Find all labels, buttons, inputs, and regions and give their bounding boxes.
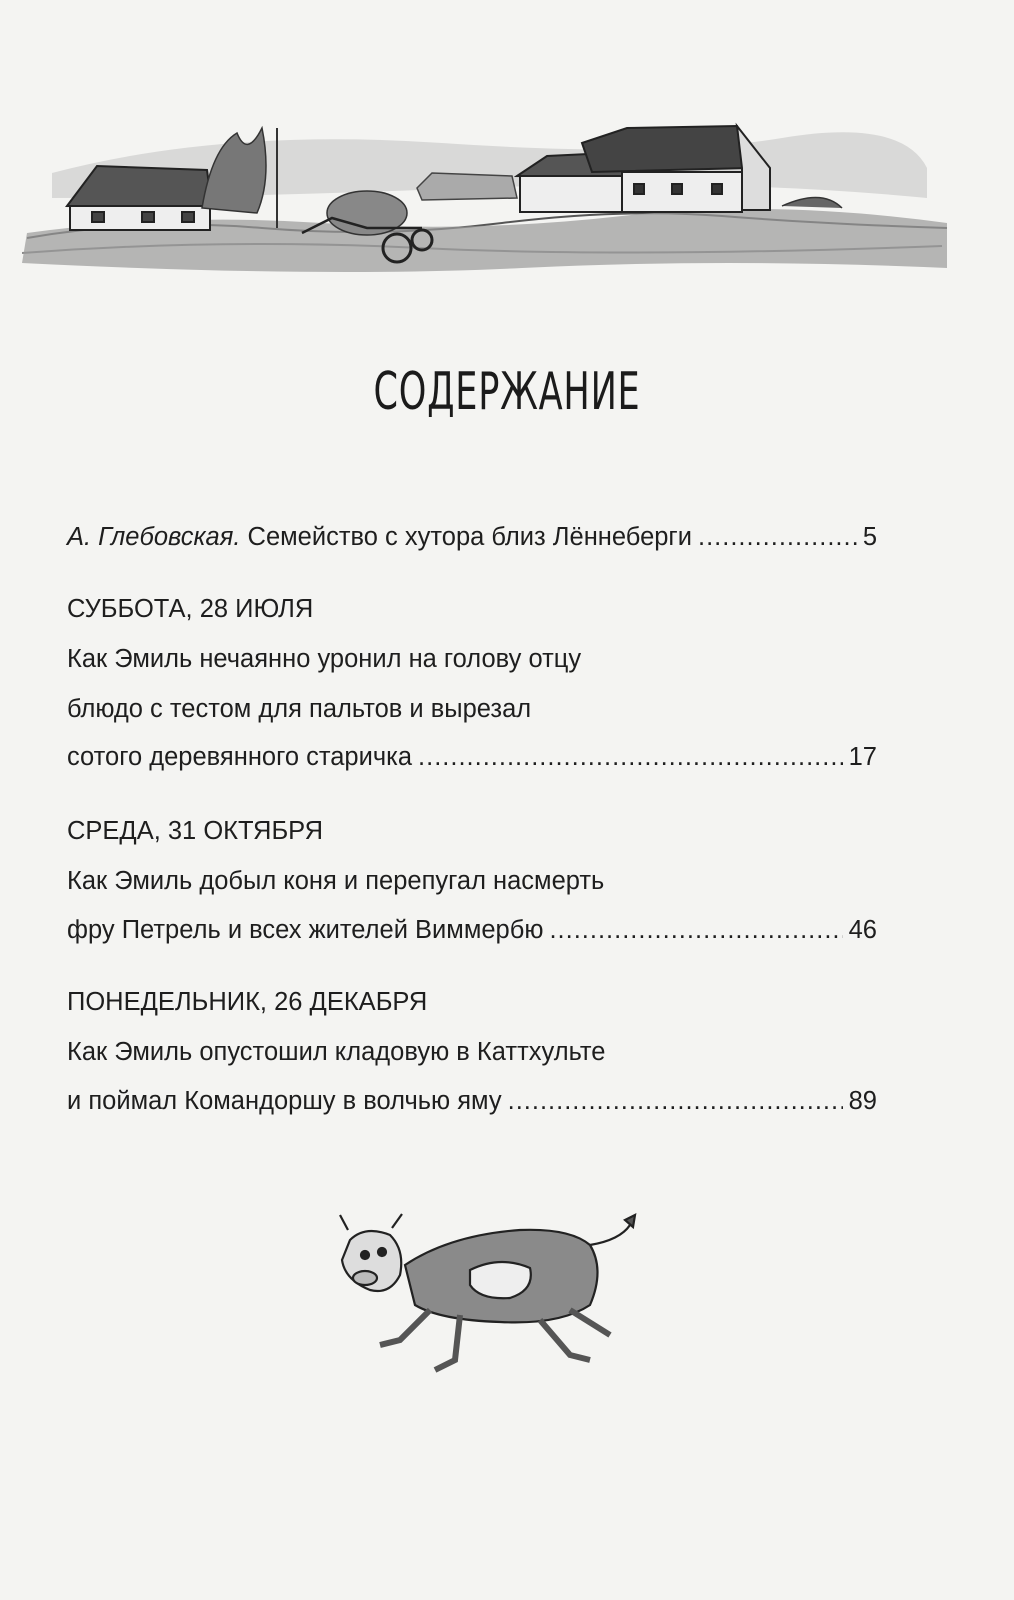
page-number: 46: [848, 916, 877, 944]
page-number: 5: [862, 523, 877, 551]
cow-illustration: [320, 1210, 670, 1390]
toc-entry-line[interactable]: Как Эмиль нечаянно уронил на голову отцу: [67, 645, 582, 673]
section-heading: СРЕДА, 31 ОКТЯБРЯ: [67, 817, 324, 845]
toc-entry-last-line[interactable]: [67, 913, 877, 947]
page-number: 17: [848, 743, 877, 771]
intro-title: Семейство с хутора близ Лённеберги: [247, 523, 692, 551]
toc-entry-line[interactable]: блюдо с тестом для пальтов и вырезал: [67, 695, 532, 723]
toc-entry-line[interactable]: Как Эмиль добыл коня и перепугал насмерть: [67, 867, 605, 895]
page-number: 89: [848, 1087, 877, 1115]
toc-entry-line: и поймал Командоршу в волчью яму: [67, 1087, 502, 1115]
dot-leader: [508, 1084, 843, 1118]
toc-entry-intro[interactable]: [67, 520, 877, 554]
dot-leader: [418, 740, 843, 774]
section-heading: ПОНЕДЕЛЬНИК, 26 ДЕКАБРЯ: [67, 988, 428, 1016]
contents-title: СОДЕРЖАНИЕ: [373, 362, 641, 422]
dot-leader: [698, 520, 857, 554]
toc-entry-last-line[interactable]: [67, 1084, 877, 1118]
dot-leader: [549, 913, 842, 947]
farm-illustration: [22, 88, 952, 288]
intro-author: А. Глебовская.: [67, 523, 241, 551]
section-heading: СУББОТА, 28 ИЮЛЯ: [67, 595, 314, 623]
toc-entry-last-line[interactable]: [67, 740, 877, 774]
toc-entry-line: сотого деревянного старичка: [67, 743, 413, 771]
toc-entry-line: фру Петрель и всех жителей Виммербю: [67, 916, 544, 944]
toc-entry-line[interactable]: Как Эмиль опустошил кладовую в Каттхульте: [67, 1038, 606, 1066]
